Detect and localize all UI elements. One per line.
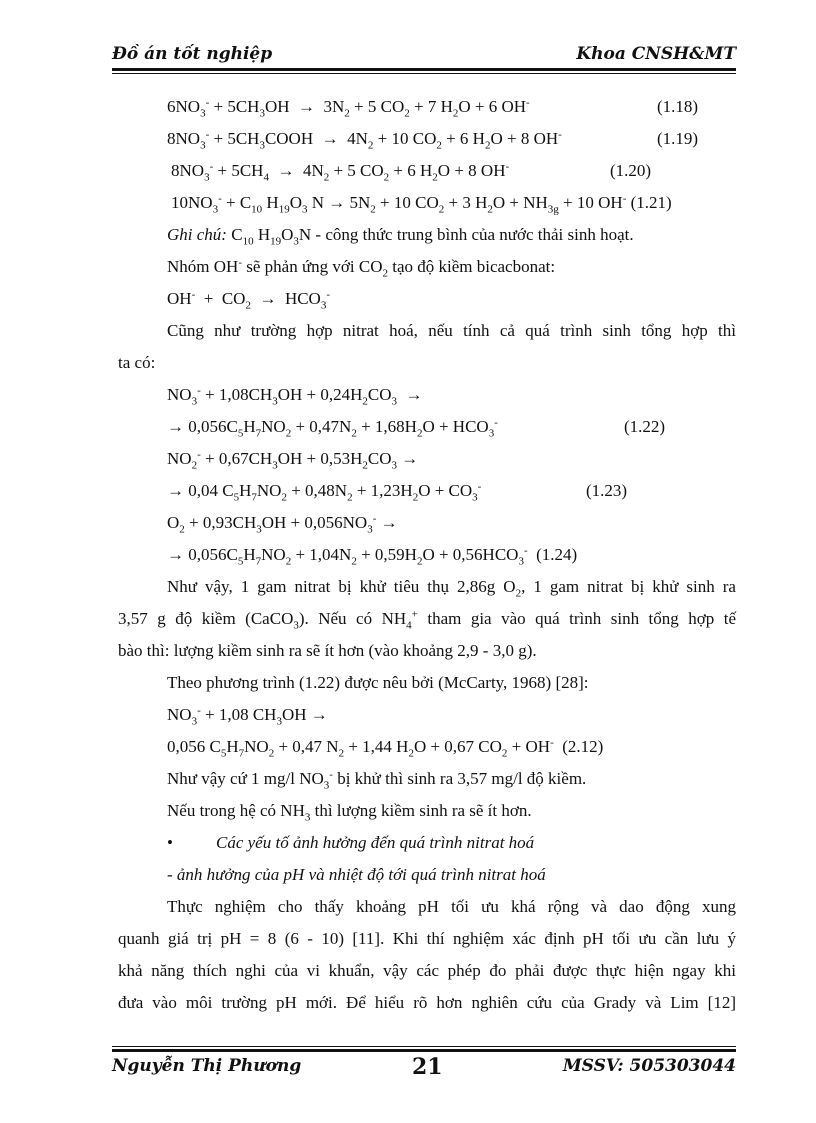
- bullet-heading: Các yếu tố ảnh hưởng đến quá trình nitrat hoá: [216, 833, 535, 852]
- equation-1-19: $8NO_3^-$ + $5CH_3COOH \to 4N_2 + 10$ $CO_2 + 6$ $H_2O + 8$ OH-: [167, 128, 562, 152]
- text-span: bị khử thì sinh ra 3,57 mg/l độ kiềm.: [332, 769, 587, 788]
- page-header: [112, 44, 736, 70]
- equation-number: (1.23): [586, 481, 628, 500]
- paragraph-oh: Nhóm OH- sẽ phản ứng với $CO_2$ tạo độ kiềm bicacbonat:: [167, 256, 556, 280]
- header-faculty: Khoa CNSH&MT: [576, 44, 736, 64]
- equation-1-23-line1: $NO_2^- + 0,67CH_3OH + 0,53H_2CO_3$ →: [167, 448, 419, 472]
- equation-bicarbonate: $OH^- + CO_2 \to HCO_3^-$: [167, 288, 331, 312]
- note-paragraph: Ghi chú: $C_{10}$ $H_{19}O_3N$ - công thức trung bình của nước thải sinh hoạt.: [167, 225, 634, 248]
- note-label: Ghi chú:: [167, 225, 227, 244]
- equation-number: (1.18): [657, 97, 699, 116]
- text-span: 3,57 g độ kiềm (CaCO: [118, 609, 294, 628]
- equation-1-22-line2: → $0,056C_5H_7NO_2 + 0,47N_2 + 1,68H_2O + HCO_3^-$: [167, 416, 498, 440]
- paragraph-result-line1: Như vậy, 1 gam nitrat bị khử tiêu thụ 2,86g $O_2$, 1 gam nitrat bị khử sinh ra: [167, 577, 736, 600]
- paragraph-result-line3: bào thì: lượng kiềm sinh ra sẽ ít hơn (vào khoảng 2,9 - 3,0 g).: [118, 641, 537, 660]
- header-document-type: Đồ án tốt nghiệp: [112, 44, 273, 64]
- footer-rule: [112, 1046, 736, 1052]
- paragraph-experiment-line3: khả năng thích nghi của vi khuẩn, vậy các phép đo phải được thực hiện ngay khi: [118, 961, 736, 980]
- bullet-item: [167, 832, 173, 854]
- header-rule: [112, 68, 736, 74]
- footer-author: Nguyễn Thị Phương: [112, 1056, 302, 1076]
- paragraph-result-line2: 3,57 g độ kiềm (CaCO$_3$). Nếu có $NH_4^+$ tham gia vào quá trình sinh tổng hợp tế: [118, 608, 736, 632]
- equation-number: (1.22): [624, 417, 666, 436]
- note-text: - công thức trung bình của nước thải sinh hoạt.: [315, 225, 634, 244]
- paragraph-nitrification-cont: ta có:: [118, 353, 156, 372]
- text-span: thì lượng kiềm sinh ra sẽ ít hơn.: [310, 801, 532, 820]
- paragraph-experiment-line2: quanh giá trị pH = 8 (6 - 10) [11]. Khi thí nghiệm xác định pH tối ưu cần lưu ý: [118, 929, 736, 948]
- sub-heading: - ảnh hưởng của pH và nhiệt độ tới quá trình nitrat hoá: [167, 865, 546, 884]
- equation-number: (1.20): [610, 161, 652, 180]
- equation-1-21: $10NO_3^- + C_{10}$ $H_{19}O_3$ $N \to 5N_2 + 10$ $CO_2 + 3$ $H_2O + NH_{3g} + 10$ OH- (1.21): [171, 192, 672, 216]
- paragraph-experiment-line1: Thực nghiệm cho thấy khoảng pH tối ưu khá rộng và dao động xung: [167, 897, 736, 916]
- paragraph-nh3: Nếu trong hệ có $NH_3$ thì lượng kiềm sinh ra sẽ ít hơn.: [167, 801, 532, 824]
- paragraph-alkalinity: Như vậy cứ 1 mg/l $NO_3^-$ bị khử thì sinh ra 3,57 mg/l độ kiềm.: [167, 768, 587, 792]
- page-number: 21: [412, 1054, 443, 1080]
- text-span: Như vậy cứ 1 mg/l NO: [167, 769, 324, 788]
- equation-2-12-line2: 0,056 $C_5H_7NO_2 + 0,47$ $N_2 + 1,44$ $H_2O + 0,67$ $CO_2 + OH^-$ (2.12): [167, 736, 604, 760]
- text-span: , 1 gam nitrat bị khử sinh ra: [521, 577, 736, 596]
- text-span: tham gia vào quá trình sinh tổng hợp tế: [417, 609, 736, 628]
- text-span: Như vậy, 1 gam nitrat bị khử tiêu thụ 2,86g O: [167, 577, 516, 596]
- equation-1-24-line2: → $0,056C_5H_7NO_2 + 1,04N_2 + 0,59H_2O + 0,56HCO_3^-$ (1.24): [167, 544, 578, 568]
- paragraph-theo: Theo phương trình (1.22) được nêu bởi (McCarty, 1968) [28]:: [167, 673, 589, 692]
- equation-1-20: $8NO_3^- + 5CH_4 \to 4N_2 + 5$ $CO_2 + 6$ $H_2O + 8$ OH-: [171, 160, 510, 184]
- equation-number: (1.19): [657, 129, 699, 148]
- equation-1-24-line1: $O_2 + 0,93CH_3OH + 0,056NO_3^-$ →: [167, 512, 398, 536]
- equation-1-18: $6NO_3^- + 5CH_3OH \to 3N_2 + 5$ $CO_2 + 7$ $H_2O + 6$ OH-: [167, 96, 530, 120]
- equation-2-12-line1: $NO_3^- + 1,08$ $CH_3OH$ →: [167, 704, 328, 728]
- paragraph-experiment-line4: đưa vào môi trường pH mới. Để hiểu rõ hơn nghiên cứu của Grady và Lim [12]: [118, 993, 736, 1012]
- footer-student-id: MSSV: 505303044: [562, 1056, 736, 1076]
- text-span: Nếu trong hệ có NH: [167, 801, 305, 820]
- paragraph-nitrification: Cũng như trường hợp nitrat hoá, nếu tính cả quá trình sinh tổng hợp thì: [167, 321, 736, 340]
- text-span: ). Nếu có NH: [298, 609, 407, 628]
- equation-1-23-line2: → 0,04 $C_5H_7NO_2 + 0,48N_2 + 1,23H_2O + CO_3^-$: [167, 480, 482, 504]
- bullet-icon: •: [167, 833, 173, 852]
- equation-1-22-line1: $NO_3^- + 1,08CH_3OH + 0,24H_2CO_3$ →: [167, 384, 423, 408]
- page-footer: [112, 1054, 736, 1084]
